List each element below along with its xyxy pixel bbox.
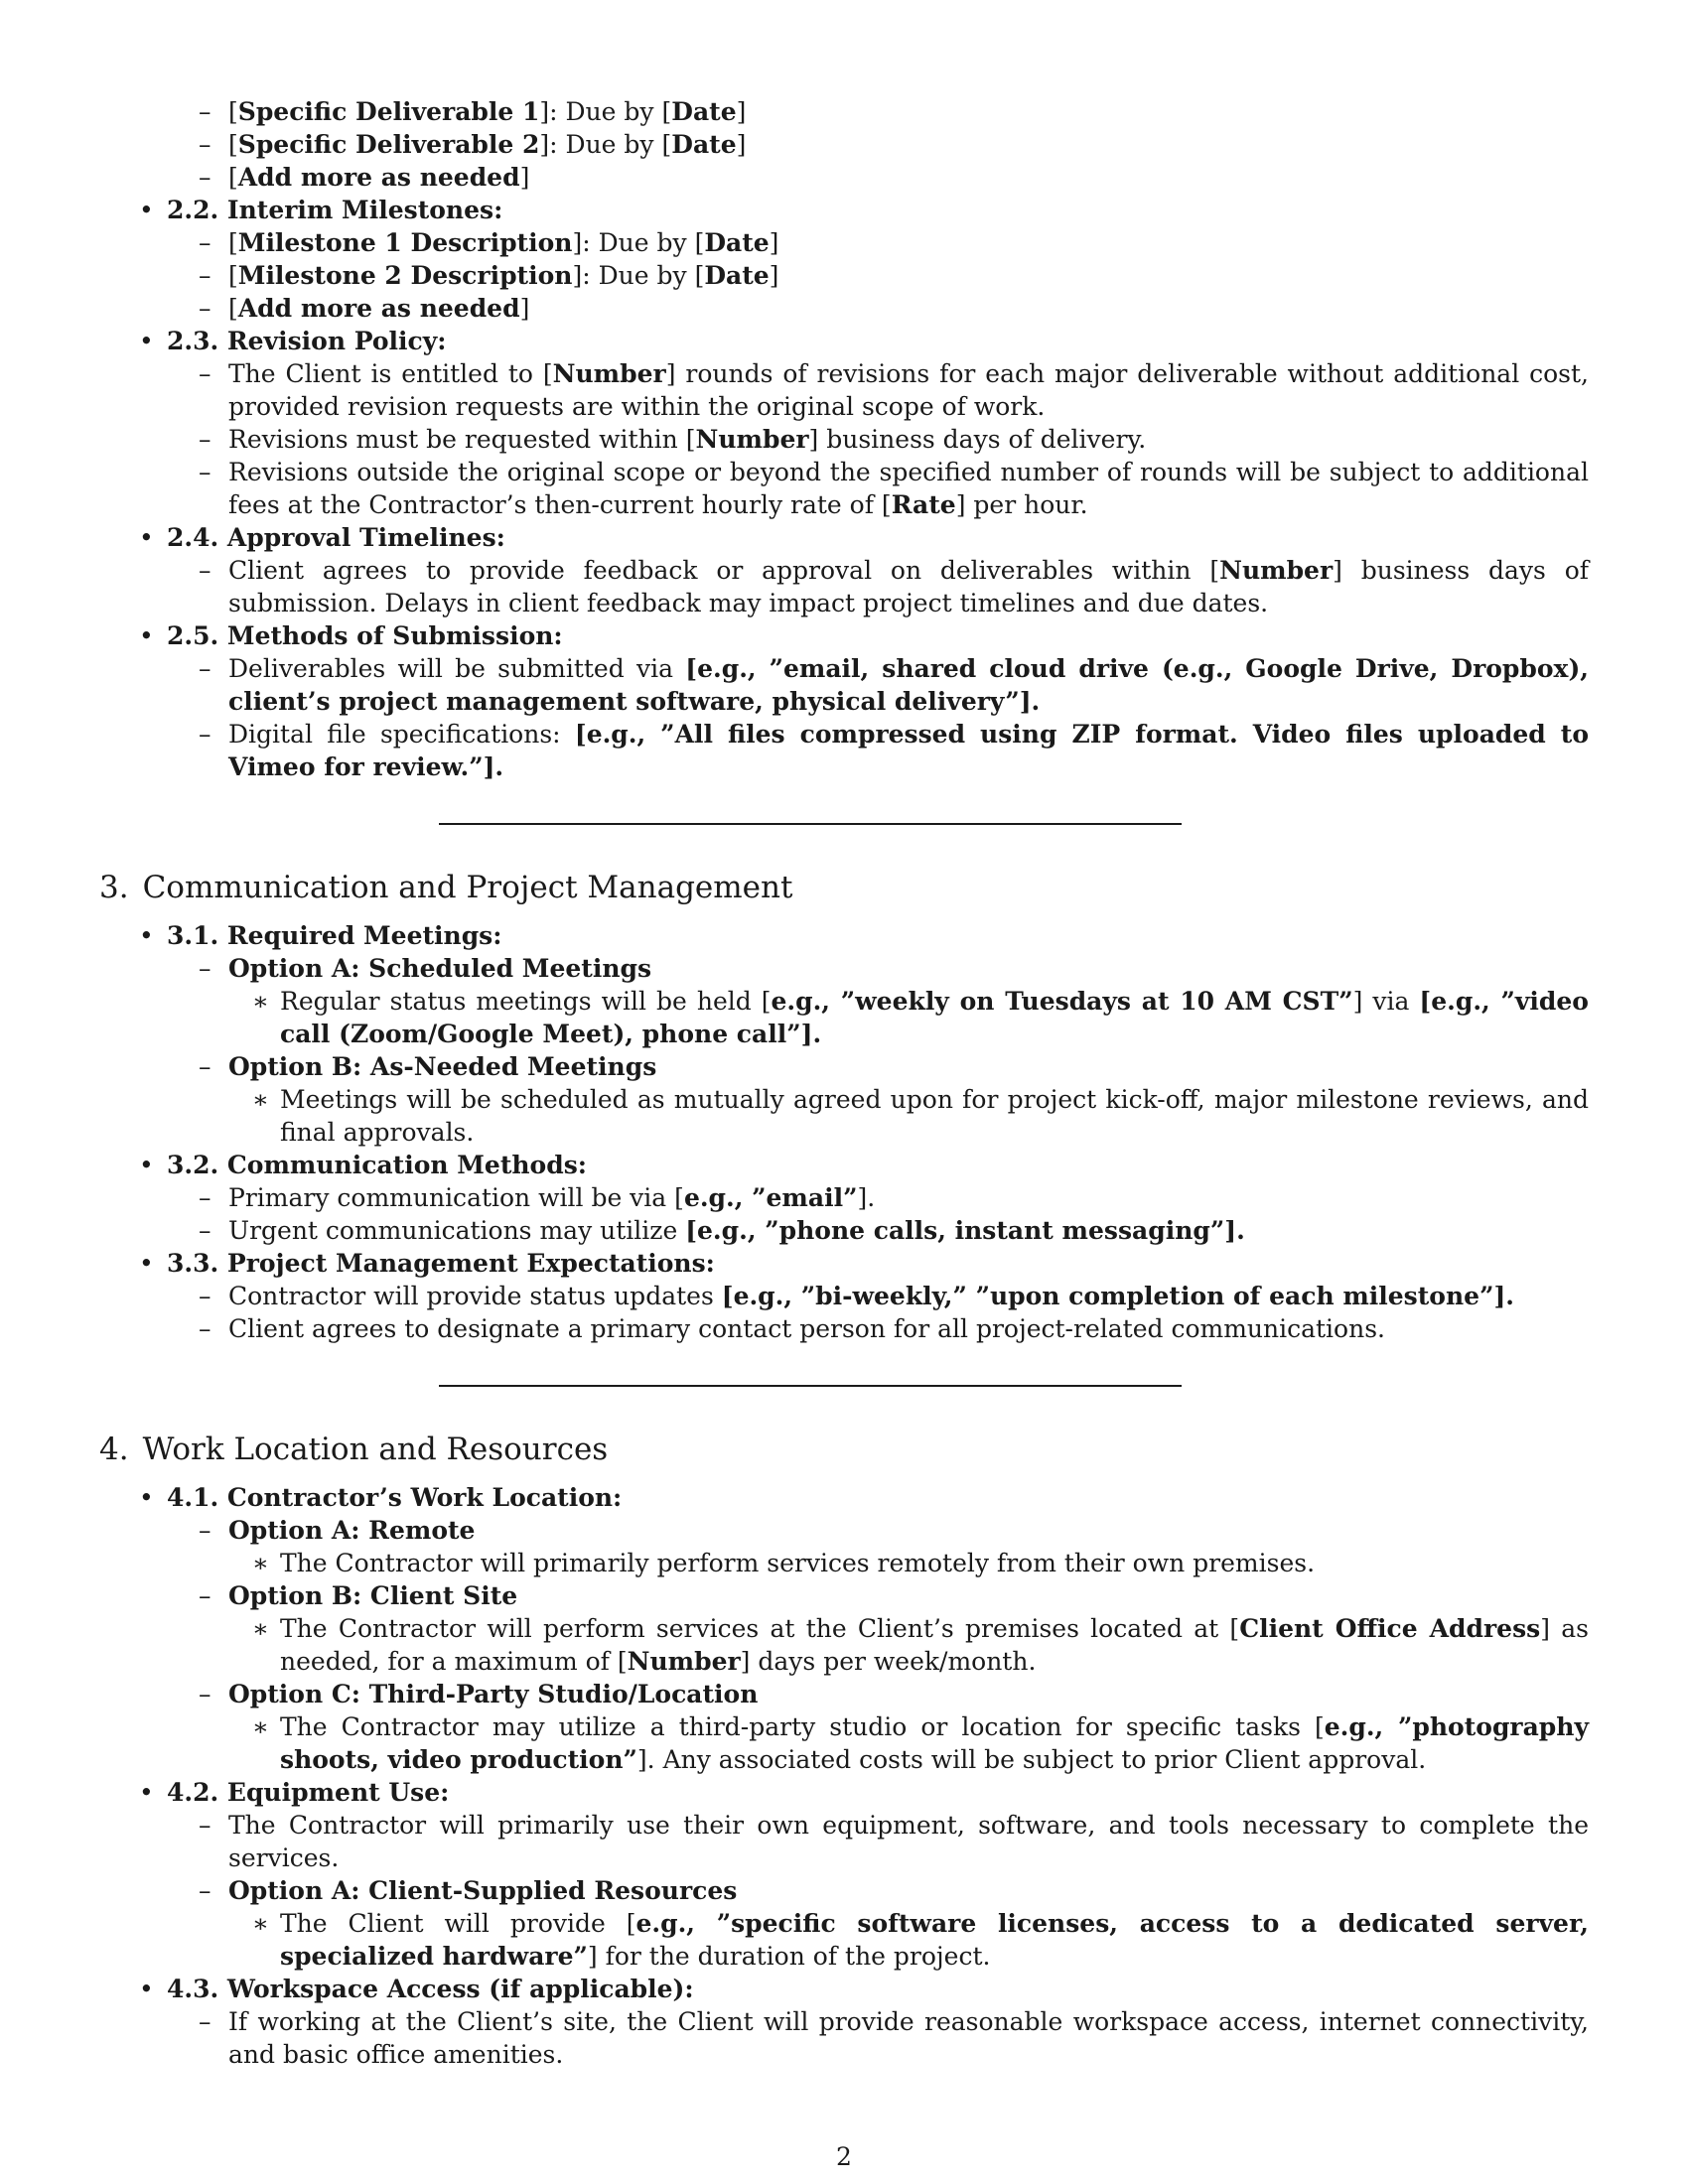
list-item: – Urgent communications may utilize [e.g., ”phone calls, instant messaging”]. bbox=[228, 1214, 1589, 1247]
page-number: 2 bbox=[836, 2142, 852, 2171]
list-item: – Client agrees to designate a primary contact person for all project-related communications. bbox=[228, 1312, 1589, 1345]
list-item: ∗ The Client will provide [e.g., ”specific software licenses, access to a dedicated server, specialized hardware”] for the duration of the project. bbox=[280, 1907, 1589, 1973]
section-4-list bbox=[99, 1481, 1589, 2071]
subsection-title: 2.3. Revision Policy: bbox=[167, 327, 447, 355]
list-item: – The Contractor will primarily use their own equipment, software, and tools necessary to complete the services. bbox=[228, 1809, 1589, 1874]
subsection-2-5 bbox=[167, 619, 1589, 783]
list-item: ∗ The Contractor may utilize a third-party studio or location for specific tasks [e.g., ”photography shoots, video production”]. Any associated costs will be subject to prior Client approval. bbox=[280, 1710, 1589, 1776]
list-item: ∗ The Contractor will perform services at the Client’s premises located at [Client Office Address] as needed, for a maximum of [Number] days per week/month. bbox=[280, 1612, 1589, 1678]
section-2-subsections bbox=[99, 194, 1589, 783]
list-item: – Digital file specifications: [e.g., ”All files compressed using ZIP format. Video files uploaded to Vimeo for review.”]. bbox=[228, 718, 1589, 783]
option-a: – Option A: Remote ∗ The Contractor will primarily perform services remotely from their own premises. bbox=[228, 1514, 1589, 1579]
subsection-2-2 bbox=[167, 194, 1589, 325]
subsection-title: 3.2. Communication Methods: bbox=[167, 1151, 588, 1179]
subsection-title: 3.1. Required Meetings: bbox=[167, 921, 502, 950]
option-b: – Option B: Client Site ∗ The Contractor will perform services at the Client’s premises located at [Client Office Address] as needed, for a maximum of [Number] days per week/month. bbox=[228, 1579, 1589, 1678]
list-item: ∗ Meetings will be scheduled as mutually agreed upon for project kick-off, major milestone reviews, and final approvals. bbox=[280, 1083, 1589, 1149]
list-item: – Revisions outside the original scope or beyond the specified number of rounds will be subject to additional fees at the Contractor’s then-current hourly rate of [Rate] per hour. bbox=[228, 456, 1589, 521]
deliverables-tail-list bbox=[167, 95, 1589, 194]
subsection-title: 4.2. Equipment Use: bbox=[167, 1778, 450, 1807]
subsection-2-4 bbox=[167, 521, 1589, 619]
subsection-title: 2.4. Approval Timelines: bbox=[167, 523, 505, 552]
list-item: – [Add more as needed] bbox=[228, 161, 1589, 194]
subsection-3-2 bbox=[167, 1149, 1589, 1247]
section-divider bbox=[439, 823, 1182, 825]
subsection-4-2 bbox=[167, 1776, 1589, 1973]
list-item: – [Specific Deliverable 2]: Due by [Date] bbox=[228, 128, 1589, 161]
subsection-3-1 bbox=[167, 919, 1589, 1149]
list-item: – The Client is entitled to [Number] rounds of revisions for each major deliverable without additional cost, provided revision requests are within the original scope of work. bbox=[228, 357, 1589, 423]
list-item: – Revisions must be requested within [Number] business days of delivery. bbox=[228, 423, 1589, 456]
option-a: – Option A: Scheduled Meetings ∗ Regular status meetings will be held [e.g., ”weekly on Tuesdays at 10 AM CST”] via [e.g., ”video call (Zoom/Google Meet), phone call”]. bbox=[228, 952, 1589, 1050]
option-b: – Option B: As-Needed Meetings ∗ Meetings will be scheduled as mutually agreed upon for project kick-off, major milestone reviews, and final approvals. bbox=[228, 1050, 1589, 1149]
list-item: – Primary communication will be via [e.g., ”email”]. bbox=[228, 1181, 1589, 1214]
subsection-4-1 bbox=[167, 1481, 1589, 1776]
subsection-title: 2.5. Methods of Submission: bbox=[167, 621, 563, 650]
subsection-3-3 bbox=[167, 1247, 1589, 1345]
subsection-title: 4.1. Contractor’s Work Location: bbox=[167, 1483, 623, 1512]
list-item: – [Milestone 1 Description]: Due by [Date] bbox=[228, 226, 1589, 259]
list-item: – [Milestone 2 Description]: Due by [Date] bbox=[228, 259, 1589, 292]
section-3-list bbox=[99, 919, 1589, 1345]
deliverables-continued bbox=[167, 95, 1589, 194]
option-a: – Option A: Client-Supplied Resources ∗ The Client will provide [e.g., ”specific software licenses, access to a dedicated server, specialized hardware”] for the duration of the project. bbox=[228, 1874, 1589, 1973]
subsection-title: 3.3. Project Management Expectations: bbox=[167, 1249, 715, 1278]
list-item: – [Add more as needed] bbox=[228, 292, 1589, 325]
section-4-heading: 4. Work Location and Resources bbox=[99, 1432, 609, 1467]
section-2-list bbox=[99, 95, 1589, 194]
section-divider bbox=[439, 1385, 1182, 1387]
list-item: ∗ Regular status meetings will be held [e.g., ”weekly on Tuesdays at 10 AM CST”] via [e.g., ”video call (Zoom/Google Meet), phone call”]. bbox=[280, 985, 1589, 1050]
list-item: – Deliverables will be submitted via [e.g., ”email, shared cloud drive (e.g., Google Drive, Dropbox), client’s project management software, physical delivery”]. bbox=[228, 652, 1589, 718]
subsection-4-3 bbox=[167, 1973, 1589, 2071]
section-3-heading: 3. Communication and Project Management bbox=[99, 870, 793, 905]
document-page bbox=[99, 95, 1589, 2071]
subsection-title: 4.3. Workspace Access (if applicable): bbox=[167, 1975, 694, 2003]
subsection-title: 2.2. Interim Milestones: bbox=[167, 196, 503, 224]
list-item: – If working at the Client’s site, the Client will provide reasonable workspace access, internet connectivity, and basic office amenities. bbox=[228, 2005, 1589, 2071]
list-item: – Contractor will provide status updates [e.g., ”bi-weekly,” ”upon completion of each milestone”]. bbox=[228, 1280, 1589, 1312]
list-item: ∗ The Contractor will primarily perform services remotely from their own premises. bbox=[280, 1547, 1589, 1579]
subsection-2-3 bbox=[167, 325, 1589, 521]
list-item: – Client agrees to provide feedback or approval on deliverables within [Number] business days of submission. Delays in client feedback may impact project timelines and due dates. bbox=[228, 554, 1589, 619]
list-item: – [Specific Deliverable 1]: Due by [Date] bbox=[228, 95, 1589, 128]
option-c: – Option C: Third-Party Studio/Location ∗ The Contractor may utilize a third-party studio or location for specific tasks [e.g., ”photography shoots, video production”]. Any associated costs will be subject to prior Client approval. bbox=[228, 1678, 1589, 1776]
